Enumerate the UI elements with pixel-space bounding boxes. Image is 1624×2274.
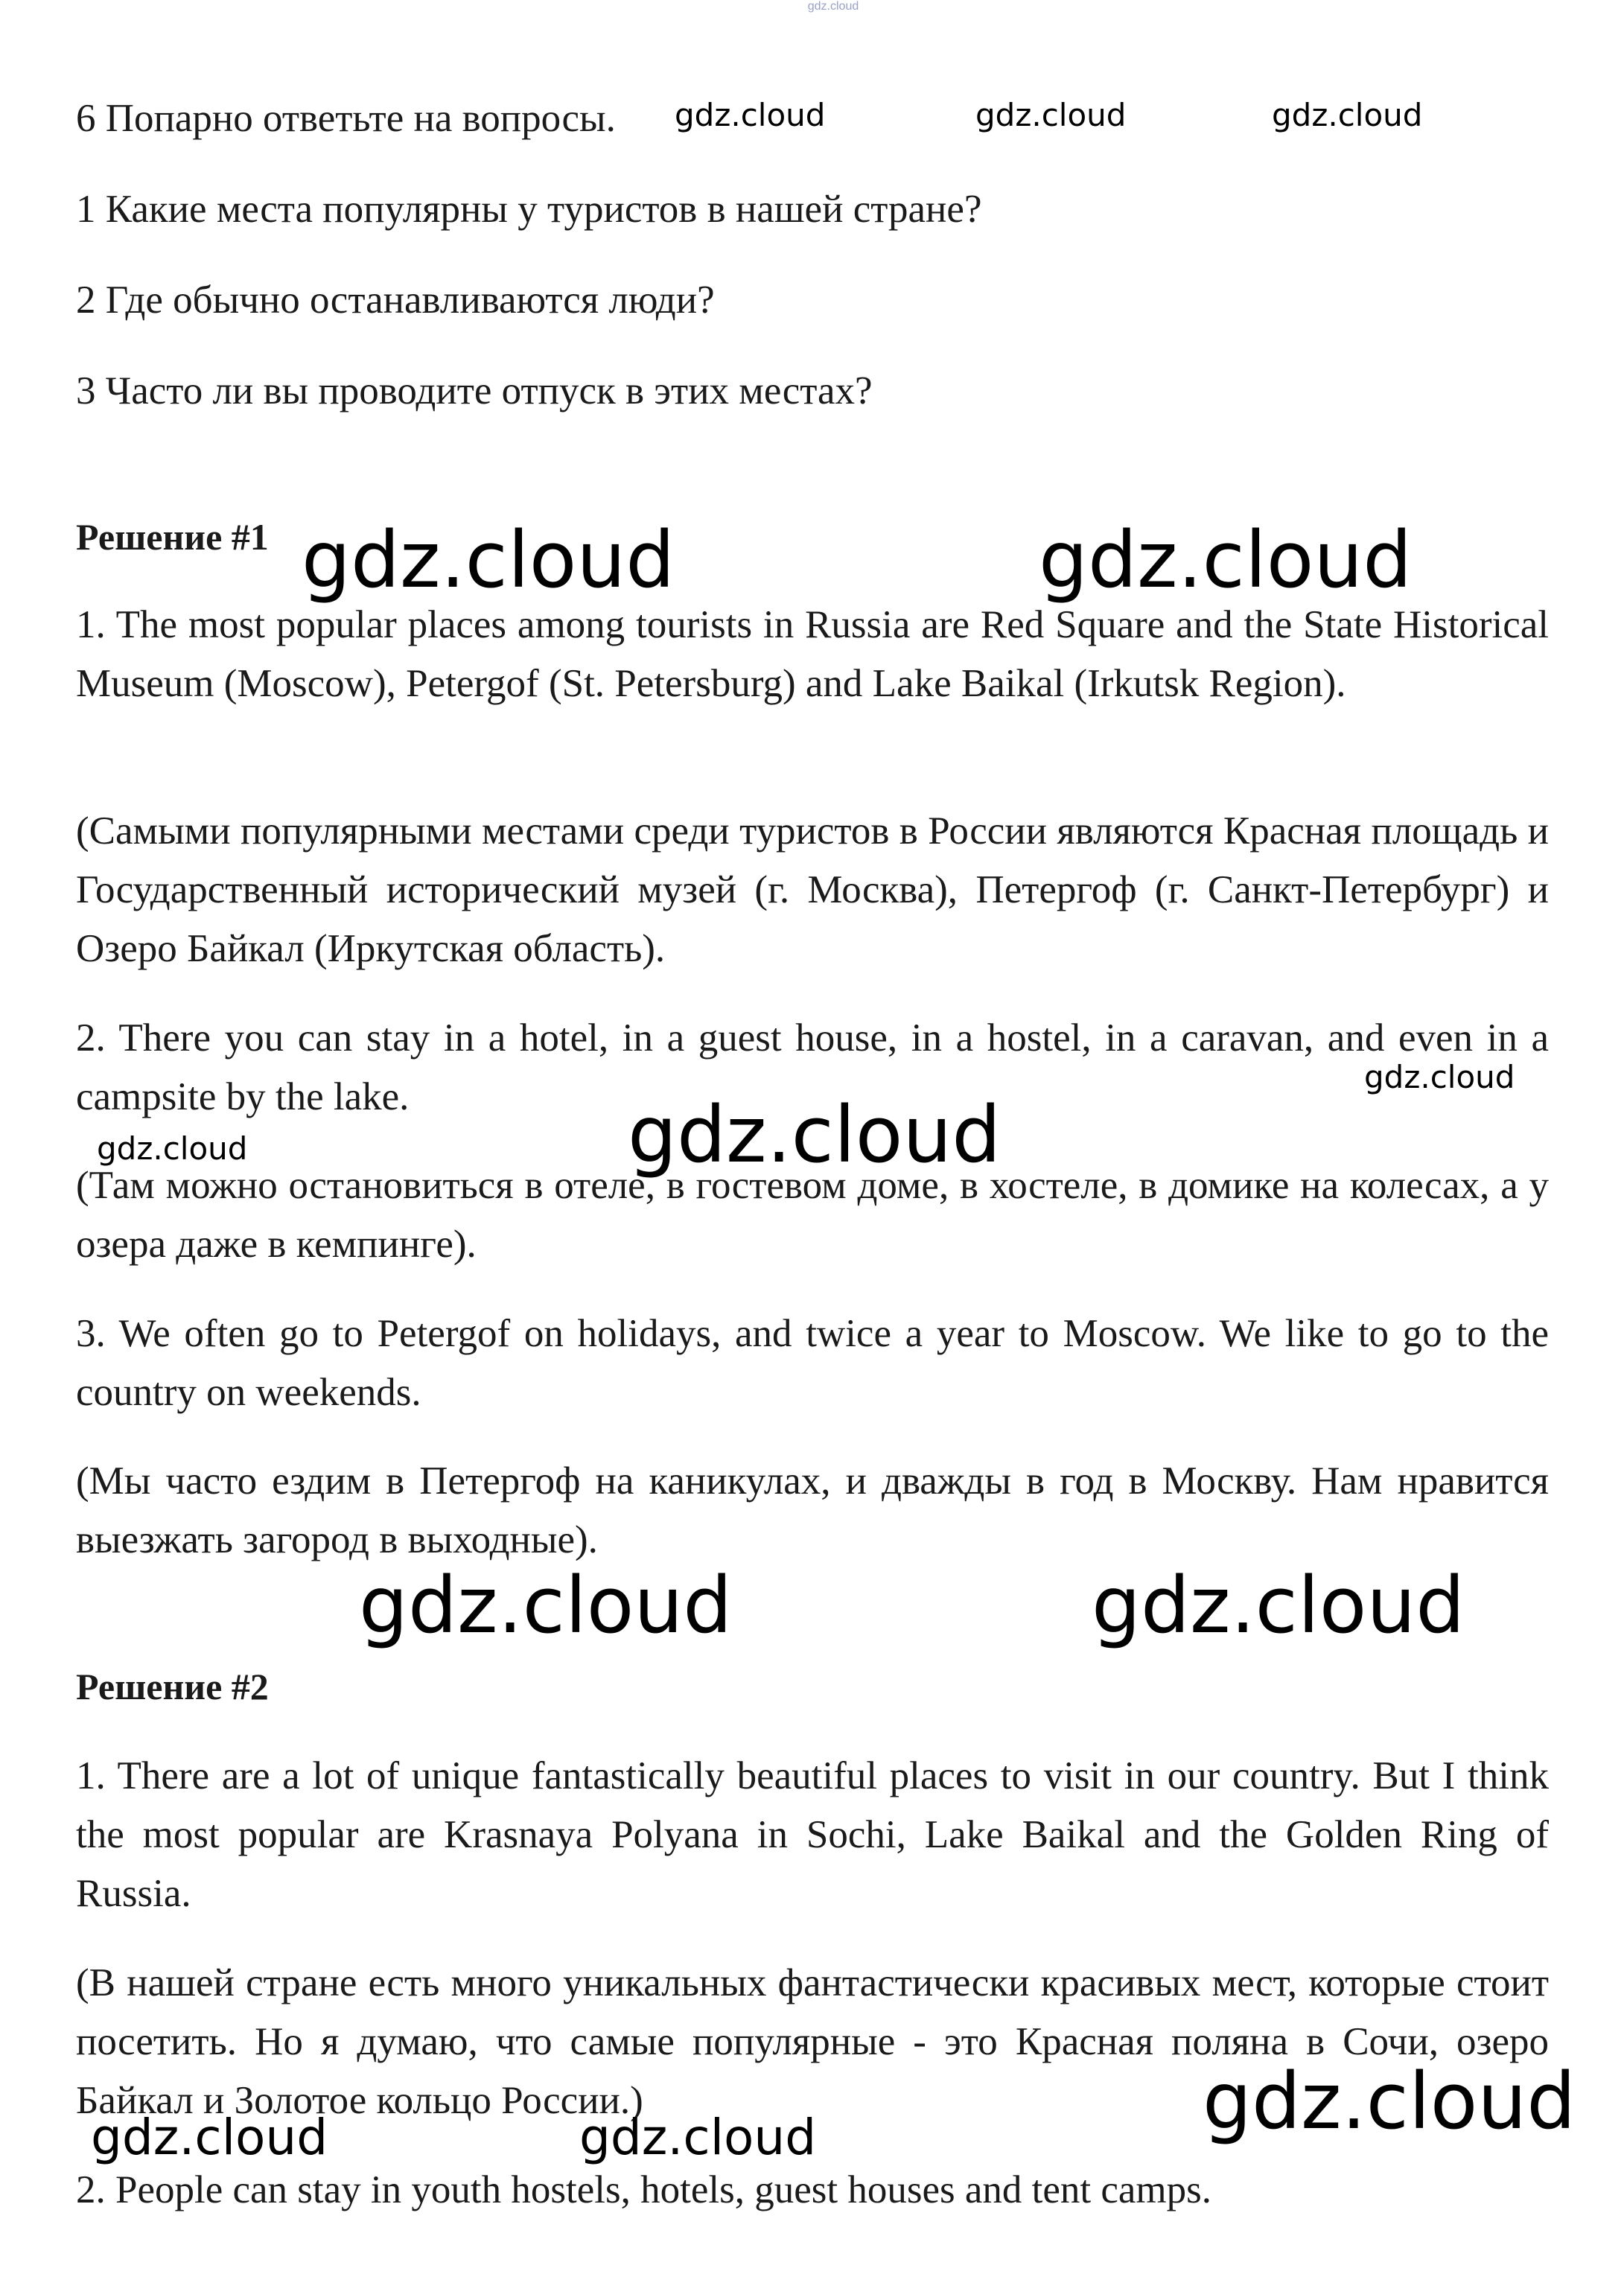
solution-1-answer-2: 2. There you can stay in a hotel, in a guest house, in a hostel, in a caravan, and even in a campsite by the lake. (76, 1016, 1549, 1118)
question-3: 3 Часто ли вы проводите отпуск в этих местах? (76, 369, 873, 413)
solution-1-answer-1: 1. The most popular places among tourists in Russia are Red Square and the State Historical Museum (Moscow), Petergof (St. Petersburg) and Lake Baikal (Irkutsk Region). (76, 603, 1549, 705)
watermark: gdz.cloud (675, 97, 826, 133)
solution-2-translation-1: (В нашей стране есть много уникальных фантастически красивых мест, которые стоит посетить. Но я думаю, что самые популярные - это Красная поляна в Сочи, озеро Байкал и Золотое кольцо России.) (76, 1961, 1549, 2122)
solution-1-translation-2: (Там можно остановиться в отеле, в гостевом доме, в хостеле, в домике на колесах, а у озера даже в кемпинге). (76, 1164, 1549, 1266)
solution-1-heading: Решение #1 (76, 516, 269, 558)
watermark: gdz.cloud (1364, 1059, 1515, 1095)
solution-1-answer-3: 3. We often go to Petergof on holidays, and twice a year to Moscow. We like to go to the country on weekends. (76, 1312, 1549, 1414)
solution-2-heading: Решение #2 (76, 1666, 269, 1707)
solution-1-translation-3: (Мы часто ездим в Петергоф на каникулах, и дважды в год в Москву. Нам нравится выезжать загород в выходные). (76, 1459, 1549, 1561)
watermark: gdz.cloud (975, 97, 1127, 133)
top-watermark: gdz.cloud (807, 0, 859, 13)
solution-1-translation-1: (Самыми популярными местами среди туристов в России являются Красная площадь и Государственный исторический музей (г. Москва), Петергоф (г. Санкт-Петербург) и Озеро Байкал (Иркутская область). (76, 809, 1549, 970)
task-title: 6 Попарно ответьте на вопросы. (76, 97, 616, 140)
watermark: gdz.cloud (359, 1560, 733, 1651)
watermark: gdz.cloud (579, 2109, 817, 2166)
watermark: gdz.cloud (1203, 2056, 1576, 2147)
watermark: gdz.cloud (97, 1130, 248, 1167)
watermark: gdz.cloud (1272, 97, 1423, 133)
watermark: gdz.cloud (91, 2109, 328, 2166)
question-1: 1 Какие места популярны у туристов в нашей стране? (76, 188, 982, 231)
question-2: 2 Где обычно останавливаются люди? (76, 278, 715, 322)
watermark: gdz.cloud (1092, 1560, 1465, 1651)
solution-2-answer-2: 2. People can stay in youth hostels, hotels, guest houses and tent camps. (76, 2168, 1211, 2211)
watermark: gdz.cloud (628, 1089, 1002, 1180)
solution-2-answer-1: 1. There are a lot of unique fantastically beautiful places to visit in our country. But I think the most popular are Krasnaya Polyana in Sochi, Lake Baikal and the Golden Ring of Russia. (76, 1754, 1549, 1915)
watermark: gdz.cloud (302, 515, 675, 605)
watermark: gdz.cloud (1039, 515, 1413, 605)
